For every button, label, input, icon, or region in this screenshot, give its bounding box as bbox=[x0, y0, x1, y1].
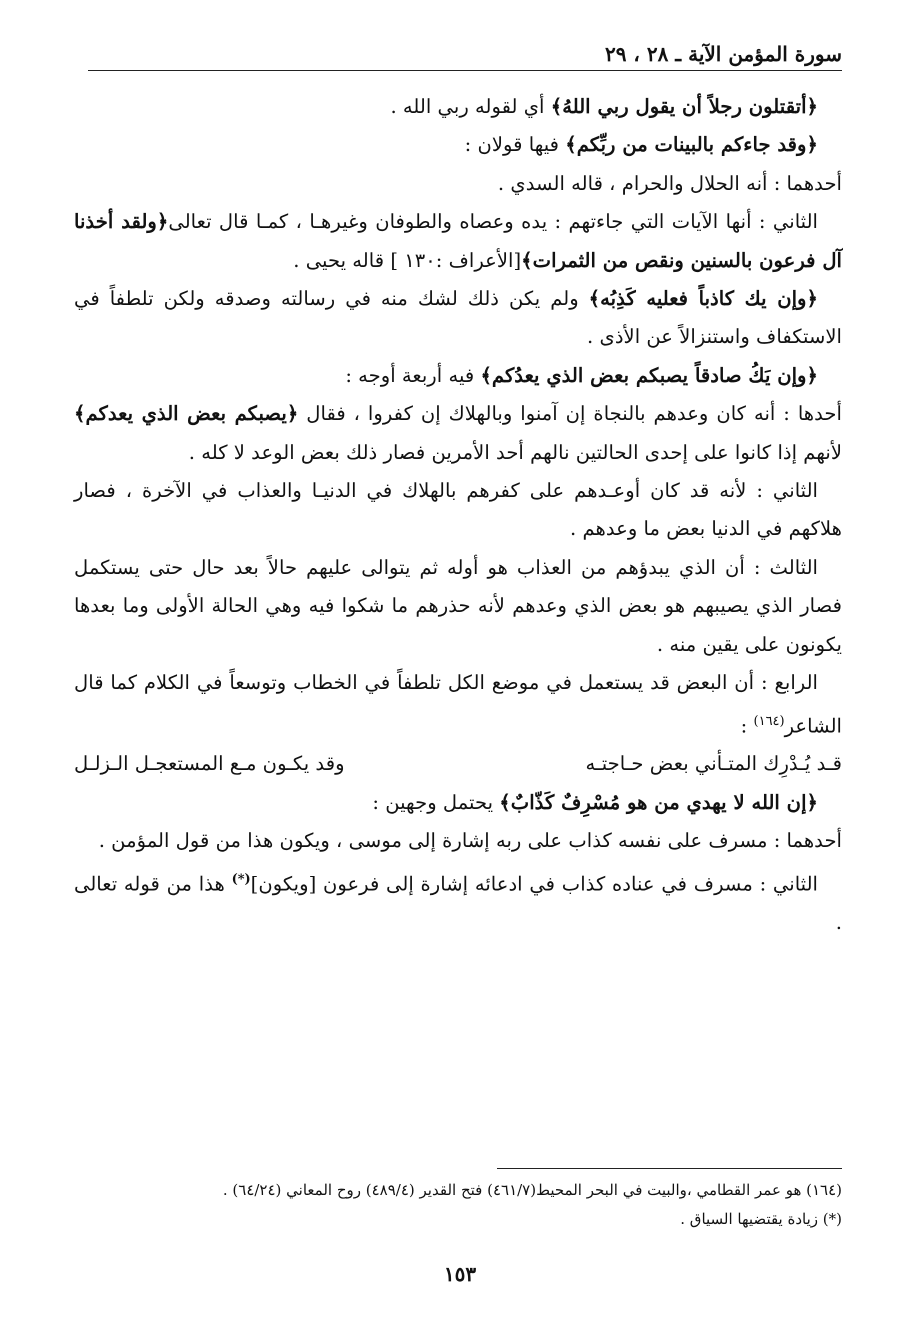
commentary-text: أي لقوله ربي الله . bbox=[390, 95, 551, 118]
main-text bbox=[74, 88, 842, 942]
commentary-text: أحدهما : مسرف على نفسه كذاب على ربه إشارة إلى موسى ، ويكون هذا من قول المؤمن . bbox=[98, 829, 842, 853]
paragraph bbox=[74, 395, 842, 472]
paragraph bbox=[74, 357, 842, 395]
commentary-text: هذا من قوله تعالى . bbox=[74, 872, 842, 934]
commentary-text: فيه أربعة أوجه : bbox=[345, 363, 481, 387]
quran-quote: ﴿وإن يَكُ صادقاً يصبكم بعض الذي يعدُكم﴾ bbox=[480, 363, 818, 387]
quran-quote: ﴿وقد جاءكم بالبينات من ربِّكم﴾ bbox=[565, 133, 818, 157]
commentary-text: فيها قولان : bbox=[464, 133, 566, 157]
quran-quote: ﴿وإن يك كاذباً فعليه كَذِبُه﴾ bbox=[588, 287, 818, 311]
commentary-text: الثاني : لأنه قد كان أوعـدهم على كفرهم بالهلاك في الدنيـا والعذاب في الآخرة ، فصار هلاكهم في الدنيا بعض ما وعدهم . bbox=[74, 479, 842, 541]
paragraph bbox=[74, 861, 842, 942]
commentary-text: الثالث : أن الذي يبدؤهم من العذاب هو أوله ثم يتوالى عليهم حالاً بعد حال حتى يستكمل فصار الذي يصيبهم هو بعض الذي وعدهم لأنه حذرهم ما شكوا فيه وهي الحالة الأولى وما بعدها يكونون على يقين منه . bbox=[74, 555, 842, 656]
commentary-text: الثاني : أنها الآيات التي جاءتهم : يده وعصاه والطوفان وغيرهـا ، كمـا قال تعالى bbox=[168, 210, 818, 234]
commentary-text: لأنهم إذا كانوا على إحدى الحالتين نالهم أحد الأمرين فصار ذلك بعض الوعد لا كله . bbox=[188, 440, 842, 464]
paragraph bbox=[74, 549, 842, 664]
footnotes bbox=[74, 1176, 842, 1234]
footnote-ref[interactable]: (*) bbox=[231, 871, 251, 887]
citation-text: [الأعراف :١٣٠ ] قاله يحيى . bbox=[293, 248, 522, 272]
footnote: (١٦٤) هو عمر القطامي ،والبيت في البحر المحيط(٤٦١/٧) فتح القدير (٤٨٩/٤) روح المعاني (٦٤/٢٤) . bbox=[222, 1181, 842, 1199]
commentary-text: ولم يكن ذلك لشك منه في رسالته وصدقه ولكن تلطفاً في الاستكفاف واستنزالاً عن الأذى . bbox=[74, 287, 842, 349]
commentary-text: يحتمل وجهين : bbox=[372, 790, 500, 814]
commentary-text: أحدها : أنه كان وعدهم بالنجاة إن آمنوا وبالهلاك إن كفروا ، فقال bbox=[298, 402, 842, 426]
paragraph bbox=[74, 822, 842, 860]
commentary-text: الرابع : أن البعض قد يستعمل في موضع الكل تلطفاً في الخطاب وتوسعاً في الكلام كما قال الشاعر bbox=[74, 671, 842, 738]
page-number: ١٥٣ bbox=[443, 1262, 477, 1286]
quran-quote: ﴿أتقتلون رجلاً أن يقول ربي اللهُ﴾ bbox=[550, 95, 818, 118]
quran-quote: ﴿إن الله لا يهدي من هو مُسْرِفٌ كَذّابٌ﴾ bbox=[499, 790, 818, 814]
running-title: سورة المؤمن الآية ـ ٢٨ ، ٢٩ bbox=[604, 42, 842, 66]
paragraph bbox=[74, 126, 842, 164]
paragraph bbox=[74, 88, 842, 126]
poetry-verse bbox=[74, 745, 842, 783]
quran-quote: ﴿ولقد أخذنا آل فرعون بالسنين ونقص من الثمرات﴾ bbox=[74, 210, 842, 272]
paragraph bbox=[74, 280, 842, 357]
running-header bbox=[88, 40, 842, 71]
paragraph bbox=[74, 472, 842, 549]
footnote-ref[interactable]: (١٦٤) bbox=[753, 713, 785, 729]
verse-second-hemistich: وقد يكـون مـع المستعجـل الـزلـل bbox=[74, 752, 345, 776]
verse-first-hemistich: قـد يُـدْرِك المتـأني بعض حـاجتـه bbox=[585, 752, 842, 776]
footnote: (*) زيادة يقتضيها السياق . bbox=[680, 1210, 842, 1228]
paragraph bbox=[74, 784, 842, 822]
paragraph bbox=[74, 664, 842, 745]
commentary-text: : bbox=[740, 714, 754, 738]
commentary-text: أحدهما : أنه الحلال والحرام ، قاله السدي . bbox=[497, 171, 842, 195]
commentary-text: الثاني : مسرف في عناده كذاب في ادعائه إشارة إلى فرعون [ويكون] bbox=[250, 872, 819, 896]
footnote-divider bbox=[497, 1168, 842, 1169]
quran-quote: ﴿يصبكم بعض الذي يعدكم﴾ bbox=[74, 402, 299, 426]
paragraph bbox=[74, 165, 842, 203]
paragraph bbox=[74, 203, 842, 280]
